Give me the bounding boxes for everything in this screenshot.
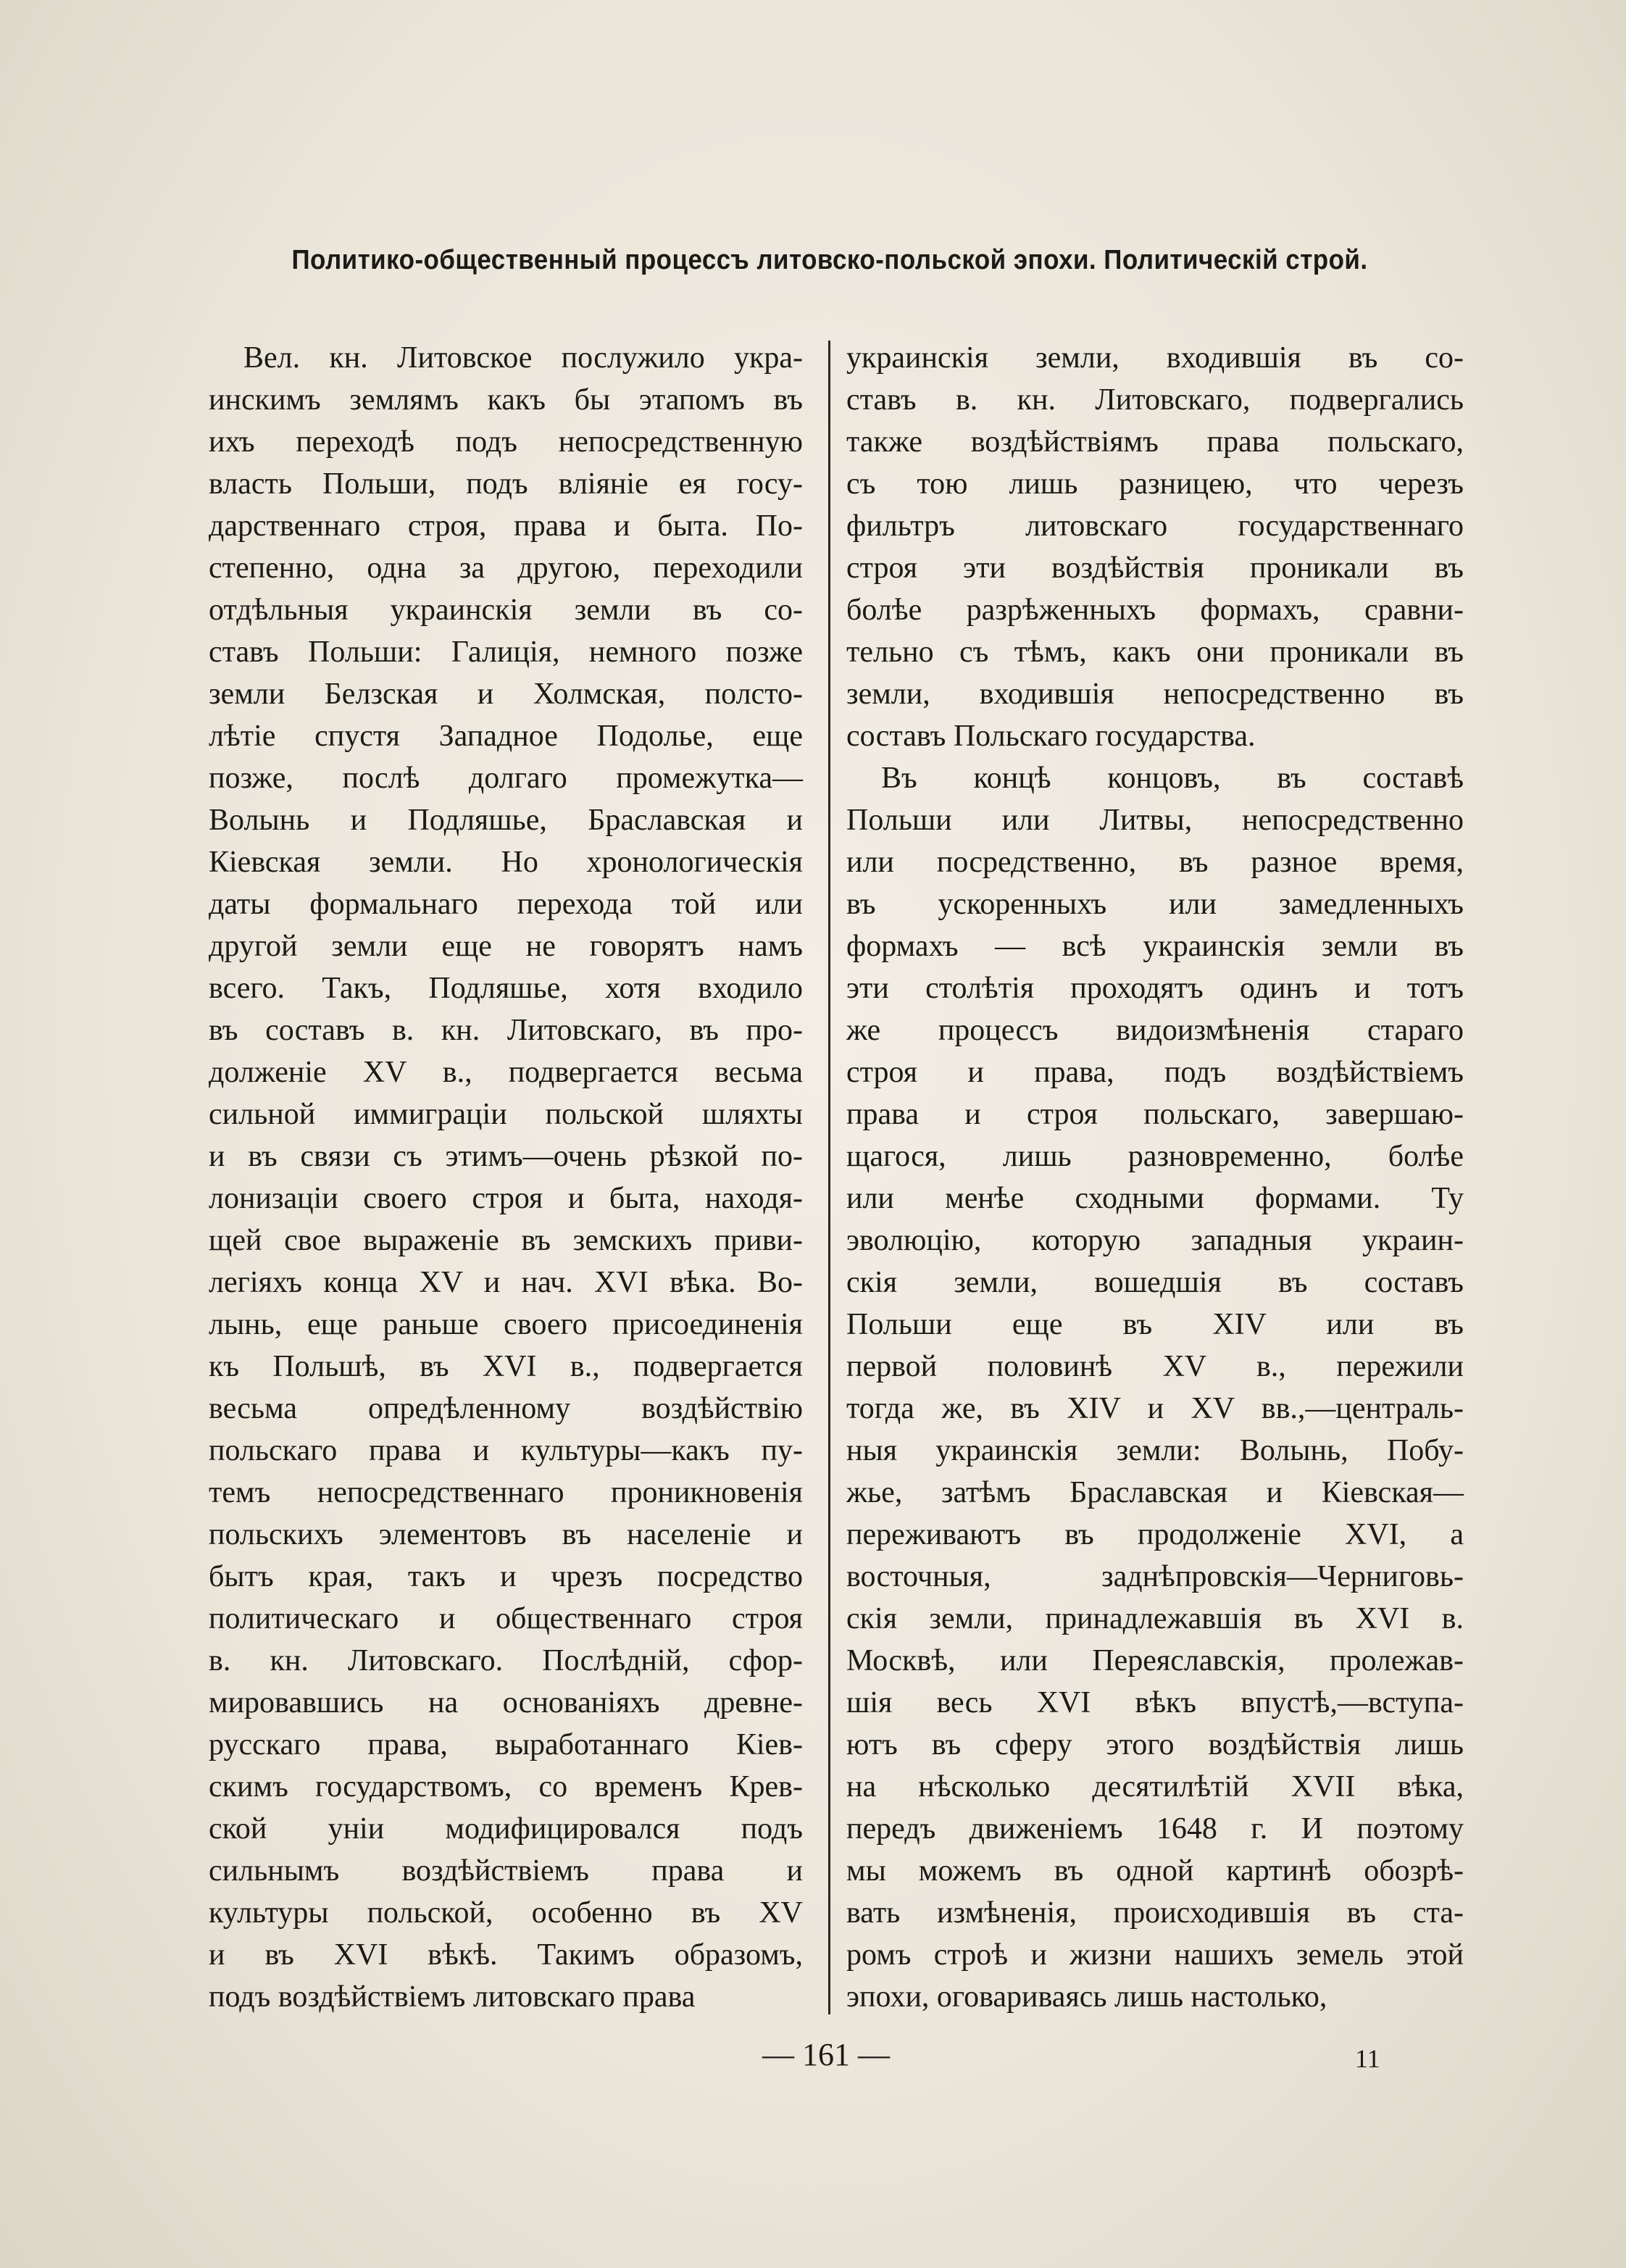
text-line: Въ концѣ концовъ, въ составѣ <box>881 762 1464 795</box>
text-line: щагося, лишь разновременно, болѣе <box>846 1140 1464 1173</box>
text-line: также воздѣйствіямъ права польскаго, <box>846 425 1464 459</box>
text-line: права и строя польскаго, завершаю- <box>846 1098 1464 1131</box>
text-line: шія весь XVI вѣкъ впустѣ,—вступа- <box>846 1686 1464 1719</box>
text-line: лонизаціи своего строя и быта, находя- <box>209 1182 803 1215</box>
text-line: эти столѣтія проходятъ одинъ и тотъ <box>846 972 1464 1005</box>
text-line: даты формальнаго перехода той или <box>209 888 803 921</box>
text-line: сильной иммиграціи польской шляхты <box>209 1098 803 1131</box>
text-line: бытъ края, такъ и чрезъ посредство <box>209 1560 803 1593</box>
text-line: мировавшись на основаніяхъ древне- <box>209 1686 803 1719</box>
text-line: лынь, еще раньше своего присоединенія <box>209 1308 803 1341</box>
text-line: власть Польши, подъ вліяніе ея госу- <box>209 467 803 501</box>
text-line: же процессъ видоизмѣненія стараго <box>846 1014 1464 1047</box>
text-line: земли, входившія непосредственно въ <box>846 678 1464 711</box>
text-line: сильнымъ воздѣйствіемъ права и <box>209 1854 803 1888</box>
text-line: строя эти воздѣйствія проникали въ <box>846 551 1464 585</box>
text-line: скія земли, вошедшія въ составъ <box>846 1266 1464 1299</box>
text-line: составъ Польскаго государства. <box>846 720 1256 753</box>
text-line: строя и права, подъ воздѣйствіемъ <box>846 1056 1464 1089</box>
text-line: восточныя, заднѣпровскія—Черниговь- <box>846 1560 1464 1593</box>
text-line: Польши или Литвы, непосредственно <box>846 804 1464 837</box>
text-line: ставъ в. кн. Литовскаго, подвергались <box>846 383 1464 417</box>
text-line: болѣе разрѣженныхъ формахъ, сравни- <box>846 593 1464 627</box>
left-text-column <box>209 337 803 2018</box>
text-line: съ тою лишь разницею, что черезъ <box>846 467 1464 501</box>
text-line: и въ XVI вѣкѣ. Такимъ образомъ, <box>209 1938 803 1972</box>
text-line: украинскія земли, входившія въ со- <box>846 341 1464 375</box>
page-number: — 161 — <box>762 2037 890 2072</box>
text-line: всего. Такъ, Подляшье, хотя входило <box>209 972 803 1005</box>
text-line: ныя украинскія земли: Волынь, Побу- <box>846 1434 1464 1467</box>
text-line: политическаго и общественнаго строя <box>209 1602 803 1635</box>
text-line: Вел. кн. Литовское послужило укра- <box>243 341 803 375</box>
text-line: тельно съ тѣмъ, какъ они проникали въ <box>846 635 1464 669</box>
text-line: отдѣльныя украинскія земли въ со- <box>209 593 803 627</box>
text-line: польскаго права и культуры—какъ пу- <box>209 1434 803 1467</box>
text-line: первой половинѣ XV в., пережили <box>846 1350 1464 1383</box>
text-line: Польши еще въ XIV или въ <box>846 1308 1464 1341</box>
text-line: формахъ — всѣ украинскія земли въ <box>846 930 1464 963</box>
text-line: мы можемъ въ одной картинѣ обозрѣ- <box>846 1854 1464 1888</box>
text-line: или посредственно, въ разное время, <box>846 846 1464 879</box>
text-line: тогда же, въ XIV и XV вв.,—централь- <box>846 1392 1464 1425</box>
text-line: польскихъ элементовъ въ населеніе и <box>209 1518 803 1551</box>
text-line: позже, послѣ долгаго промежутка— <box>209 762 803 795</box>
text-line: инскимъ землямъ какъ бы этапомъ въ <box>209 383 803 417</box>
text-line: лѣтіе спустя Западное Подолье, еще <box>209 720 803 753</box>
text-line: въ составъ в. кн. Литовскаго, въ про- <box>209 1014 803 1047</box>
text-line: Волынь и Подляшье, Браславская и <box>209 804 803 837</box>
text-line: подъ воздѣйствіемъ литовскаго права <box>209 1980 696 2014</box>
text-line: весьма опредѣленному воздѣйствію <box>209 1392 803 1425</box>
text-line: ихъ переходѣ подъ непосредственную <box>209 425 803 459</box>
text-line: эволюцію, которую западныя украин- <box>846 1224 1464 1257</box>
text-line: и въ связи съ этимъ—очень рѣзкой по- <box>209 1140 803 1173</box>
text-line: скимъ государствомъ, со временъ Крев- <box>209 1770 803 1804</box>
text-line: земли Белзская и Холмская, полсто- <box>209 678 803 711</box>
text-line: легіяхъ конца XV и нач. XVI вѣка. Во- <box>209 1266 803 1299</box>
text-line: въ ускоренныхъ или замедленныхъ <box>846 888 1464 921</box>
right-text-column <box>846 337 1464 2018</box>
text-line: Москвѣ, или Переяславскія, пролежав- <box>846 1644 1464 1677</box>
text-line: на нѣсколько десятилѣтій XVII вѣка, <box>846 1770 1464 1804</box>
text-line: вать измѣненія, происходившія въ ста- <box>846 1896 1464 1930</box>
column-divider <box>828 341 830 2014</box>
text-line: долженіе XV в., подвергается весьма <box>209 1056 803 1089</box>
text-line: или менѣе сходными формами. Ту <box>846 1182 1464 1215</box>
running-header: Политико-общественный процессъ литовско-польской эпохи. Политическій строй. <box>291 245 1368 275</box>
text-line: ютъ въ сферу этого воздѣйствія лишь <box>846 1728 1464 1762</box>
text-line: русскаго права, выработаннаго Кіев- <box>209 1728 803 1762</box>
text-line: жье, затѣмъ Браславская и Кіевская— <box>846 1476 1464 1509</box>
text-line: переживаютъ въ продолженіе XVI, а <box>846 1518 1464 1551</box>
text-line: щей свое выраженіе въ земскихъ приви- <box>209 1224 803 1257</box>
text-line: ставъ Польши: Галиція, немного позже <box>209 635 803 669</box>
text-line: в. кн. Литовскаго. Послѣдній, сфор- <box>209 1644 803 1677</box>
text-line: дарственнаго строя, права и быта. По- <box>209 509 803 543</box>
text-line: другой земли еще не говорятъ намъ <box>209 930 803 963</box>
text-line: темъ непосредственнаго проникновенія <box>209 1476 803 1509</box>
text-line: скія земли, принадлежавшія въ XVI в. <box>846 1602 1464 1635</box>
text-line: эпохи, оговариваясь лишь настолько, <box>846 1980 1327 2014</box>
signature-mark: 11 <box>1355 2044 1380 2073</box>
text-line: къ Польшѣ, въ XVI в., подвергается <box>209 1350 803 1383</box>
text-line: Кіевская земли. Но хронологическія <box>209 846 803 879</box>
text-line: степенно, одна за другою, переходили <box>209 551 803 585</box>
text-line: передъ движеніемъ 1648 г. И поэтому <box>846 1812 1464 1846</box>
text-line: культуры польской, особенно въ XV <box>209 1896 803 1930</box>
text-line: ской уніи модифицировался подъ <box>209 1812 803 1846</box>
text-line: ромъ строѣ и жизни нашихъ земель этой <box>846 1938 1464 1972</box>
text-line: фильтръ литовскаго государственнаго <box>846 509 1464 543</box>
